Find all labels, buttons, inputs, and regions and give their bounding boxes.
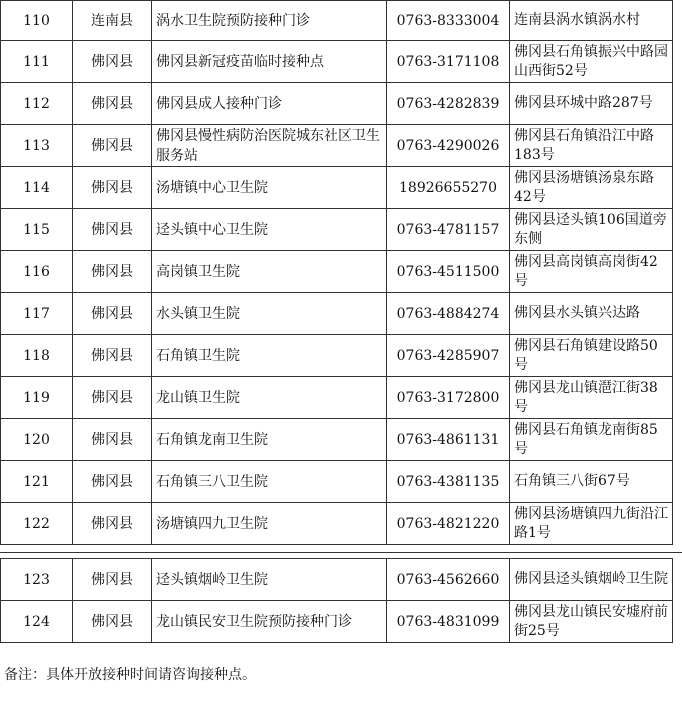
address-cell: 连南县涡水镇涡水村 [510,1,673,41]
address-cell: 佛冈县高岗镇高岗街42号 [510,251,673,293]
phone-cell: 0763-4282839 [387,83,510,125]
site-name-cell: 佛冈县慢性病防治医院城东社区卫生服务站 [152,125,387,167]
row-number: 122 [1,503,73,545]
table-row [1,1,673,41]
county-cell: 佛冈县 [73,601,152,643]
address-cell: 石角镇三八街67号 [510,461,673,503]
site-name-cell: 水头镇卫生院 [152,293,387,335]
site-name-cell: 迳头镇烟岭卫生院 [152,559,387,601]
table-row [1,335,673,377]
row-number: 120 [1,419,73,461]
phone-cell: 0763-4562660 [387,559,510,601]
county-cell: 佛冈县 [73,41,152,83]
site-name-cell: 龙山镇卫生院 [152,377,387,419]
vaccination-sites-table-continued [0,558,673,643]
table-row [1,377,673,419]
county-cell: 佛冈县 [73,167,152,209]
row-number: 118 [1,335,73,377]
address-cell: 佛冈县石角镇龙南街85号 [510,419,673,461]
county-cell: 佛冈县 [73,209,152,251]
row-number: 121 [1,461,73,503]
phone-cell: 0763-4781157 [387,209,510,251]
table-row [1,293,673,335]
phone-cell: 0763-4884274 [387,293,510,335]
address-cell: 佛冈县迳头镇烟岭卫生院 [510,559,673,601]
site-name-cell: 佛冈县成人接种门诊 [152,83,387,125]
phone-cell: 18926655270 [387,167,510,209]
phone-cell: 0763-4290026 [387,125,510,167]
table-row [1,419,673,461]
address-cell: 佛冈县汤塘镇汤泉东路42号 [510,167,673,209]
phone-cell: 0763-4861131 [387,419,510,461]
phone-cell: 0763-4511500 [387,251,510,293]
site-name-cell: 涡水卫生院预防接种门诊 [152,1,387,41]
table-row [1,83,673,125]
row-number: 114 [1,167,73,209]
address-cell: 佛冈县环城中路287号 [510,83,673,125]
site-name-cell: 迳头镇中心卫生院 [152,209,387,251]
row-number: 110 [1,1,73,41]
address-cell: 佛冈县石角镇振兴中路园山西街52号 [510,41,673,83]
address-cell: 佛冈县石角镇沿江中路183号 [510,125,673,167]
county-cell: 佛冈县 [73,461,152,503]
table-row [1,461,673,503]
county-cell: 佛冈县 [73,293,152,335]
row-number: 115 [1,209,73,251]
county-cell: 佛冈县 [73,559,152,601]
county-cell: 佛冈县 [73,83,152,125]
table-row [1,209,673,251]
row-number: 113 [1,125,73,167]
site-name-cell: 佛冈县新冠疫苗临时接种点 [152,41,387,83]
table-row [1,167,673,209]
county-cell: 佛冈县 [73,335,152,377]
footnote: 备注：具体开放接种时间请咨询接种点。 [4,667,256,683]
site-name-cell: 汤塘镇四九卫生院 [152,503,387,545]
county-cell: 佛冈县 [73,503,152,545]
table-row [1,41,673,83]
phone-cell: 0763-4831099 [387,601,510,643]
address-cell: 佛冈县迳头镇106国道旁东侧 [510,209,673,251]
row-number: 112 [1,83,73,125]
address-cell: 佛冈县龙山镇民安墟府前街25号 [510,601,673,643]
row-number: 124 [1,601,73,643]
site-name-cell: 石角镇三八卫生院 [152,461,387,503]
address-cell: 佛冈县石角镇建设路50号 [510,335,673,377]
row-number: 117 [1,293,73,335]
phone-cell: 0763-8333004 [387,1,510,41]
phone-cell: 0763-4381135 [387,461,510,503]
table-row [1,125,673,167]
row-number: 111 [1,41,73,83]
county-cell: 佛冈县 [73,125,152,167]
site-name-cell: 石角镇卫生院 [152,335,387,377]
row-number: 123 [1,559,73,601]
site-name-cell: 高岗镇卫生院 [152,251,387,293]
phone-cell: 0763-3172800 [387,377,510,419]
county-cell: 连南县 [73,1,152,41]
row-number: 119 [1,377,73,419]
site-name-cell: 汤塘镇中心卫生院 [152,167,387,209]
phone-cell: 0763-4285907 [387,335,510,377]
county-cell: 佛冈县 [73,251,152,293]
address-cell: 佛冈县汤塘镇四九街沿江路1号 [510,503,673,545]
county-cell: 佛冈县 [73,419,152,461]
table-row [1,251,673,293]
phone-cell: 0763-3171108 [387,41,510,83]
table-row [1,601,673,643]
address-cell: 佛冈县龙山镇潖江街38号 [510,377,673,419]
row-number: 116 [1,251,73,293]
site-name-cell: 石角镇龙南卫生院 [152,419,387,461]
address-cell: 佛冈县水头镇兴达路 [510,293,673,335]
site-name-cell: 龙山镇民安卫生院预防接种门诊 [152,601,387,643]
table-row [1,559,673,601]
county-cell: 佛冈县 [73,377,152,419]
table-row [1,503,673,545]
phone-cell: 0763-4821220 [387,503,510,545]
